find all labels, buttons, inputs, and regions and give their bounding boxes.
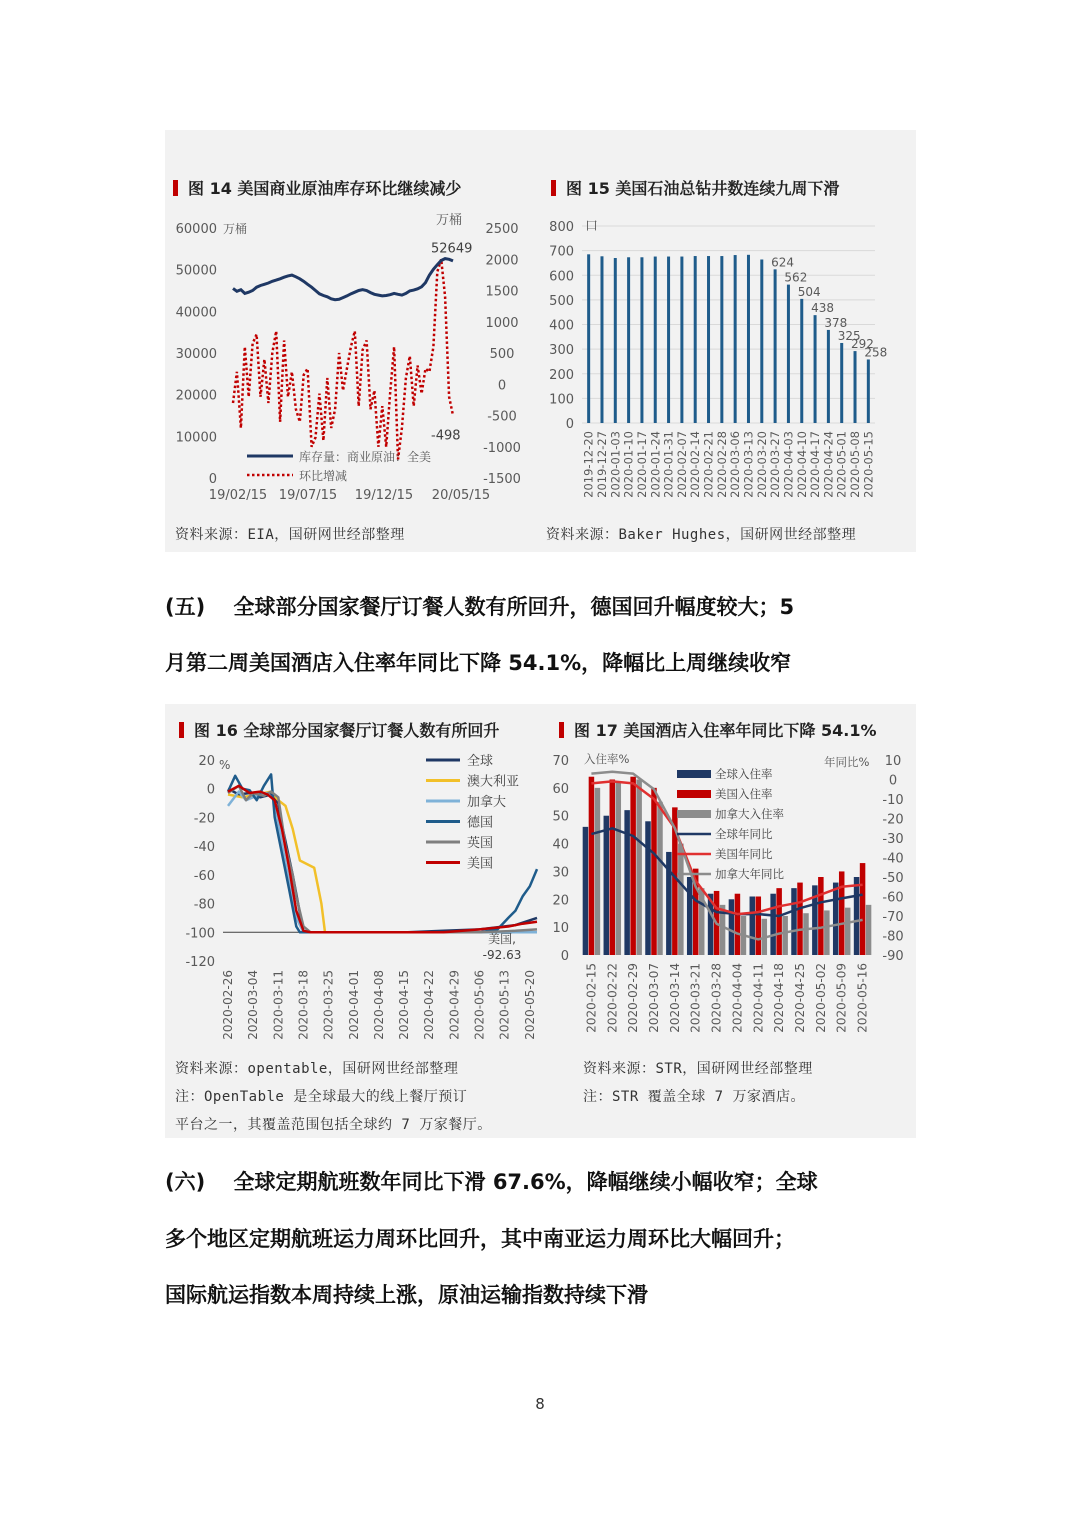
fig14-left-tick: 40000 xyxy=(175,305,217,321)
fig17-left-tick: 40 xyxy=(552,837,569,853)
fig14-legend-label: 环比增减 xyxy=(299,469,348,483)
fig17-legend-label: 全球入住率 xyxy=(715,767,773,781)
fig15-x-label: 2020-05-01 xyxy=(834,431,849,498)
fig15-x-label: 2020-04-24 xyxy=(821,431,836,498)
fig17-bar xyxy=(604,816,610,955)
fig17-bar xyxy=(839,871,845,955)
fig14-left-tick: 10000 xyxy=(175,430,217,446)
fig14-data-label: -498 xyxy=(431,428,461,444)
fig14-left-tick: 60000 xyxy=(175,222,217,237)
fig15-y-tick: 100 xyxy=(549,392,574,408)
section5-heading-line2: 月第二周美国酒店入住率年同比下降 54.1%，降幅比上周继续收窄 xyxy=(165,651,792,675)
fig15-x-label: 2020-04-03 xyxy=(781,431,796,498)
fig17-bar xyxy=(803,913,809,955)
fig17-left-tick: 10 xyxy=(552,921,569,937)
fig15-y-tick: 0 xyxy=(565,417,574,432)
fig17-bar xyxy=(770,894,776,955)
chart-panel-bottom xyxy=(165,704,916,1138)
fig15-bar xyxy=(867,359,870,423)
fig16-x-label: 2020-04-01 xyxy=(346,970,361,1040)
fig17-bar xyxy=(729,899,735,955)
fig17-bar xyxy=(866,905,872,955)
fig17-x-label: 2020-03-14 xyxy=(667,963,682,1033)
fig17-right-tick: -30 xyxy=(882,832,904,847)
fig15-x-label: 2020-03-06 xyxy=(728,431,743,498)
fig15-bar xyxy=(814,315,817,423)
fig17-bar xyxy=(818,877,824,955)
fig17-right-tick: -80 xyxy=(882,929,904,945)
fig17-right-tick: -40 xyxy=(882,851,904,867)
fig17-left-tick: 0 xyxy=(560,949,569,964)
fig15-bar xyxy=(854,351,857,423)
fig15-bar xyxy=(680,257,683,423)
fig15-x-label: 2020-04-17 xyxy=(808,431,823,498)
fig16-legend-label: 澳大利亚 xyxy=(467,774,520,790)
fig15-x-label: 2020-05-08 xyxy=(848,431,863,498)
fig15-x-label: 2020-05-15 xyxy=(861,431,876,498)
fig14-series-inventory xyxy=(233,259,453,300)
chart-panel-top xyxy=(165,130,916,552)
fig15-data-label: 504 xyxy=(797,284,821,299)
fig17-x-label: 2020-03-28 xyxy=(709,963,724,1033)
fig17-bar xyxy=(678,844,684,955)
fig17-x-label: 2020-05-02 xyxy=(813,963,828,1033)
fig17-bar xyxy=(797,883,803,955)
section6-heading-line2: 多个地区定期航班运力周环比回升，其中南亚运力周环比大幅回升； xyxy=(165,1227,795,1251)
fig15-bar xyxy=(614,258,617,423)
fig17-bar xyxy=(845,908,851,955)
fig15-bar xyxy=(640,257,643,423)
fig16-y-tick: -40 xyxy=(193,840,215,856)
fig14-left-unit: 万桶 xyxy=(223,222,248,236)
fig16-legend-label: 全球 xyxy=(467,754,494,769)
fig15-bar xyxy=(787,285,790,423)
fig14-left-tick: 0 xyxy=(208,472,217,487)
fig17-bar xyxy=(750,897,756,956)
page-number: 8 xyxy=(535,1395,545,1413)
fig17-right-unit: 年同比% xyxy=(824,755,870,769)
fig15-bar xyxy=(734,255,737,423)
fig15-bar xyxy=(760,259,763,423)
fig15-x-label: 2020-01-24 xyxy=(648,431,663,498)
fig16-x-label: 2020-03-11 xyxy=(271,970,286,1040)
fig14-right-tick: 1500 xyxy=(485,284,519,300)
fig16-legend-label: 美国 xyxy=(467,856,494,872)
fig14-x-tick: 20/05/15 xyxy=(431,488,491,503)
fig16-chart xyxy=(165,744,545,1054)
fig14-chart xyxy=(165,210,535,510)
fig17-right-tick: -70 xyxy=(882,910,904,925)
fig15-bar xyxy=(800,299,803,423)
fig16-y-tick: -120 xyxy=(185,955,215,970)
fig17-x-label: 2020-05-09 xyxy=(834,963,849,1033)
fig17-bar xyxy=(833,883,839,955)
fig17-bar xyxy=(687,877,693,955)
fig15-y-tick: 400 xyxy=(549,318,574,334)
fig17-x-label: 2020-04-18 xyxy=(772,963,787,1033)
fig15-data-label: 325 xyxy=(837,328,861,343)
fig15-bar xyxy=(840,343,843,423)
fig14-right-tick: 0 xyxy=(497,378,507,394)
fig16-legend-label: 英国 xyxy=(467,836,494,851)
title-marker xyxy=(173,180,178,196)
fig14-right-tick: 2000 xyxy=(485,253,519,269)
fig17-bar xyxy=(630,777,636,955)
fig15-x-label: 2019-12-20 xyxy=(581,431,596,498)
fig16-note-line2: 平台之一，其覆盖范围包括全球约 7 万家餐厅。 xyxy=(175,1117,492,1133)
fig17-x-label: 2020-02-22 xyxy=(605,963,620,1033)
fig17-left-unit: 入住率% xyxy=(584,752,630,766)
fig16-data-label: 美国, xyxy=(488,932,516,947)
fig17-left-tick: 50 xyxy=(552,809,569,825)
section6-heading-line3: 国际航运指数本周持续上涨，原油运输指数持续下滑 xyxy=(165,1283,648,1307)
fig17-x-label: 2020-03-07 xyxy=(647,963,661,1033)
fig16-x-label: 2020-04-22 xyxy=(422,970,437,1040)
fig17-bar xyxy=(657,802,663,955)
fig16-x-label: 2020-05-20 xyxy=(522,970,537,1040)
fig16-x-label: 2020-04-08 xyxy=(371,970,386,1040)
fig17-bar xyxy=(595,788,601,955)
fig15-data-label: 378 xyxy=(824,315,848,330)
fig15-title: 图 15 美国石油总钻井数连续九周下滑 xyxy=(551,176,839,199)
fig17-right-tick: -10 xyxy=(882,793,904,808)
fig15-bar xyxy=(600,256,603,423)
fig16-y-tick: -100 xyxy=(185,926,215,942)
fig16-x-label: 2020-03-18 xyxy=(296,970,311,1040)
fig15-y-tick: 800 xyxy=(549,220,574,235)
fig16-x-label: 2020-04-29 xyxy=(447,970,462,1040)
fig17-bar xyxy=(616,782,622,955)
fig15-x-label: 2020-02-28 xyxy=(714,431,729,498)
fig17-left-tick: 30 xyxy=(552,865,569,881)
fig17-bar xyxy=(776,888,782,955)
fig17-bar xyxy=(636,780,642,956)
fig17-left-tick: 70 xyxy=(552,754,569,769)
fig17-legend-label: 加拿大年同比 xyxy=(715,867,784,881)
fig14-left-tick: 30000 xyxy=(175,347,217,362)
fig15-bar xyxy=(720,256,723,423)
fig16-legend-label: 加拿大 xyxy=(467,795,507,810)
fig15-chart xyxy=(537,210,916,510)
fig14-series-change xyxy=(233,259,453,459)
fig16-y-tick: 20 xyxy=(198,754,215,769)
fig15-y-tick: 500 xyxy=(549,293,574,309)
fig17-bar xyxy=(610,780,616,956)
fig17-x-label: 2020-04-11 xyxy=(751,963,766,1033)
fig14-right-tick: -500 xyxy=(487,409,517,425)
fig14-legend-label: 库存量：商业原油：全美 xyxy=(299,450,432,464)
fig15-x-label: 2020-01-31 xyxy=(661,431,676,498)
title-marker xyxy=(559,722,564,738)
fig17-bar xyxy=(791,888,797,955)
fig14-right-tick: -1000 xyxy=(483,440,521,456)
fig17-legend-swatch xyxy=(677,810,711,818)
fig17-right-tick: -90 xyxy=(882,949,904,964)
fig17-title: 图 17 美国酒店入住率年同比下降 54.1% xyxy=(559,718,877,741)
fig15-x-label: 2020-01-17 xyxy=(634,431,649,498)
fig17-bar xyxy=(583,827,589,955)
fig17-bar xyxy=(651,788,657,955)
fig17-bar xyxy=(824,910,830,955)
section5-heading-line1: (五) 全球部分国家餐厅订餐人数有所回升，德国回升幅度较大；5 xyxy=(165,595,795,619)
fig17-bar xyxy=(854,877,860,955)
fig17-bar xyxy=(645,821,651,955)
fig15-bar xyxy=(587,254,590,423)
fig16-x-label: 2020-04-15 xyxy=(397,970,412,1040)
fig17-legend-label: 加拿大入住率 xyxy=(715,807,784,821)
fig15-x-label: 2019-12-27 xyxy=(594,431,609,498)
fig16-note-line1: 注：OpenTable 是全球最大的线上餐厅预订 xyxy=(175,1089,468,1105)
fig14-left-tick: 50000 xyxy=(175,263,217,279)
fig15-bar xyxy=(667,257,670,423)
fig15-y-tick: 200 xyxy=(549,367,574,383)
fig14-x-tick: 19/12/15 xyxy=(354,488,414,503)
fig16-legend-label: 德国 xyxy=(467,815,494,831)
fig14-right-unit: 万桶 xyxy=(436,213,463,228)
fig15-data-label: 258 xyxy=(864,345,888,360)
fig16-y-tick: -20 xyxy=(193,811,215,827)
title-marker xyxy=(179,722,184,738)
fig17-bar xyxy=(756,897,762,956)
fig16-y-tick: 0 xyxy=(206,782,215,798)
fig14-title: 图 14 美国商业原油库存环比继续减少 xyxy=(173,176,461,199)
fig15-y-tick: 700 xyxy=(549,244,574,260)
fig17-x-label: 2020-03-21 xyxy=(688,963,703,1033)
fig17-bar xyxy=(860,863,866,955)
fig15-bar xyxy=(747,255,750,423)
fig16-y-tick: -60 xyxy=(193,868,215,884)
fig17-legend-swatch xyxy=(677,770,711,778)
fig15-data-label: 562 xyxy=(784,270,808,285)
fig17-right-tick: -60 xyxy=(882,890,904,906)
fig17-bar xyxy=(589,777,595,955)
fig14-source: 资料来源：EIA，国研网世经部整理 xyxy=(175,527,405,543)
fig15-bar xyxy=(627,257,630,423)
fig16-y-tick: -80 xyxy=(193,897,215,913)
fig17-x-label: 2020-05-16 xyxy=(855,963,870,1033)
fig15-y-tick: 600 xyxy=(549,269,574,285)
fig17-left-tick: 60 xyxy=(552,781,569,797)
fig15-data-label: 292 xyxy=(851,337,874,352)
fig15-x-label: 2020-01-03 xyxy=(608,431,623,498)
fig17-x-label: 2020-04-25 xyxy=(793,963,807,1033)
fig17-legend-swatch xyxy=(677,790,711,798)
title-marker xyxy=(551,180,556,196)
fig15-x-label: 2020-03-20 xyxy=(754,431,769,498)
fig14-left-tick: 20000 xyxy=(175,388,217,404)
fig15-data-label: 438 xyxy=(811,301,834,316)
fig17-x-label: 2020-04-04 xyxy=(730,963,745,1033)
fig15-x-label: 2020-02-07 xyxy=(674,431,689,498)
fig14-right-tick: -1500 xyxy=(483,472,521,487)
fig17-note: 注：STR 覆盖全球 7 万家酒店。 xyxy=(583,1089,806,1105)
fig14-right-tick: 2500 xyxy=(485,222,519,237)
fig16-x-label: 2020-03-25 xyxy=(321,970,336,1040)
fig15-unit: 口 xyxy=(585,219,599,234)
fig14-right-tick: 500 xyxy=(489,347,515,362)
fig14-x-tick: 19/07/15 xyxy=(278,488,338,503)
fig17-x-label: 2020-02-29 xyxy=(626,963,641,1033)
fig16-x-label: 2020-03-04 xyxy=(246,970,261,1040)
fig14-right-tick: 1000 xyxy=(485,315,519,331)
fig17-right-tick: 10 xyxy=(884,754,902,769)
fig15-y-tick: 300 xyxy=(549,343,574,359)
fig17-right-tick: -20 xyxy=(882,812,904,828)
fig14-data-label: 52649 xyxy=(431,241,473,257)
fig15-bar xyxy=(774,269,777,423)
section6-heading-line1: (六) 全球定期航班数年同比下滑 67.6%，降幅继续小幅收窄；全球 xyxy=(165,1170,818,1194)
fig16-x-label: 2020-05-06 xyxy=(472,970,487,1040)
fig15-x-label: 2020-01-10 xyxy=(621,431,636,498)
fig17-bar xyxy=(735,894,741,955)
fig17-chart xyxy=(547,744,916,1054)
fig15-source: 资料来源：Baker Hughes，国研网世经部整理 xyxy=(546,527,857,543)
fig17-legend-label: 美国年同比 xyxy=(715,847,773,861)
fig15-bar xyxy=(707,256,710,423)
fig15-x-label: 2020-04-10 xyxy=(794,431,809,498)
fig17-bar xyxy=(782,916,788,955)
fig15-x-label: 2020-03-13 xyxy=(741,431,756,498)
fig17-x-label: 2020-02-15 xyxy=(584,963,599,1033)
fig15-x-label: 2020-02-21 xyxy=(701,431,716,498)
fig16-source: 资料来源：opentable，国研网世经部整理 xyxy=(175,1061,459,1077)
fig17-left-tick: 20 xyxy=(552,893,569,909)
fig16-unit: % xyxy=(219,758,231,772)
fig17-right-tick: 0 xyxy=(888,773,898,789)
fig17-source: 资料来源：STR，国研网世经部整理 xyxy=(583,1061,813,1077)
fig17-legend-label: 全球年同比 xyxy=(715,827,773,841)
fig14-x-tick: 19/02/15 xyxy=(208,488,268,503)
fig16-title: 图 16 全球部分国家餐厅订餐人数有所回升 xyxy=(179,718,499,741)
fig15-bar xyxy=(654,257,657,423)
fig17-legend-label: 美国入住率 xyxy=(715,787,773,801)
fig16-x-label: 2020-05-13 xyxy=(497,970,512,1040)
fig15-data-label: 624 xyxy=(771,255,795,270)
fig15-bar xyxy=(694,256,697,423)
fig15-bar xyxy=(827,330,830,423)
fig17-right-tick: -50 xyxy=(882,871,904,886)
fig16-x-label: 2020-02-26 xyxy=(221,970,235,1040)
fig15-x-label: 2020-03-27 xyxy=(768,431,783,498)
fig16-data-label: -92.63 xyxy=(482,948,522,963)
fig15-x-label: 2020-02-14 xyxy=(688,431,703,498)
